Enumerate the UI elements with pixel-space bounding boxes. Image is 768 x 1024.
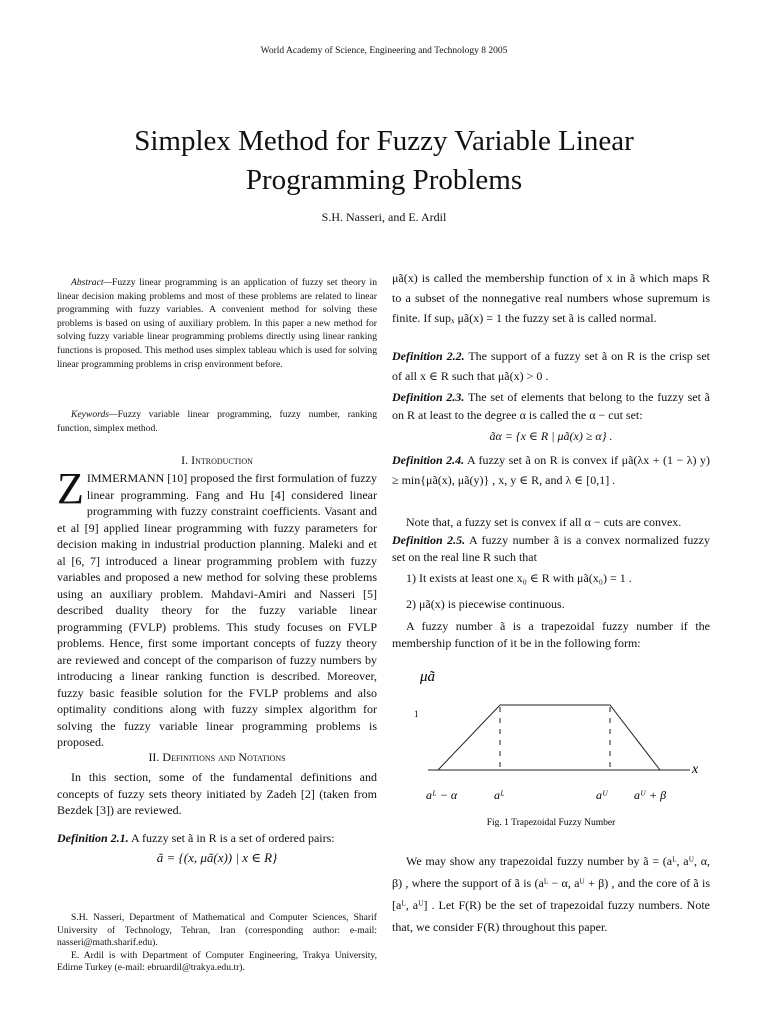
membership-paragraph: μã(x) is called the membership function of x in ã which maps R to a subset of the nonnegative real numbers whose supremum is finite. If supₓ μã(x) = 1 the fuzzy set ã is called normal. bbox=[392, 271, 710, 325]
def25-item-1: 1) It exists at least one x₀ ∈ R with μã(x₀) = 1 . bbox=[406, 571, 632, 585]
trapezoid-chart bbox=[392, 655, 710, 835]
tick-aU: aᵁ bbox=[596, 788, 608, 802]
x-axis-label: x bbox=[692, 762, 699, 777]
definition-2-3 bbox=[392, 388, 710, 424]
def25-item-2: 2) μã(x) is piecewise continuous. bbox=[406, 597, 565, 611]
definition-2-4 bbox=[392, 450, 710, 490]
def25-label: Definition 2.5. bbox=[392, 533, 466, 547]
def23-text: The set of elements that belong to the fuzzy set ã on R at least to the degree α is called the α − cut set: bbox=[392, 390, 710, 422]
def24-label: Definition 2.4. bbox=[392, 453, 465, 467]
footnotes bbox=[57, 912, 377, 975]
definition-2-1 bbox=[57, 830, 377, 847]
footnote-2: E. Ardil is with Department of Computer Engineering, Trakya University, Edirne Turkey (e-mail: ebruardil@trakya.edu.tr). bbox=[57, 949, 377, 973]
tick-aL: aᴸ bbox=[494, 788, 505, 802]
keywords-label: Keywords— bbox=[71, 409, 118, 420]
section-2-text: In this section, some of the fundamental definitions and concepts of fuzzy sets theory initiated by Zadeh [2] (taken from Bezdek [3]) are reviewed. bbox=[57, 770, 377, 817]
drop-cap: Z bbox=[57, 464, 84, 513]
authors: S.H. Nasseri, and E. Ardil bbox=[321, 210, 447, 224]
section-1-heading: I. Introduction bbox=[181, 453, 253, 467]
keywords-text: Fuzzy variable linear programming, fuzzy number, ranking function, simplex method. bbox=[57, 409, 377, 434]
title-line-2: Programming Problems bbox=[245, 164, 523, 196]
abstract-text: Fuzzy linear programming is an application of fuzzy set theory in linear decision making problems and most of these problems are related to linear programming with fuzzy variables. A convenient method for solving these problems is based on using of auxiliary problem. In this paper a new method for solving fuzzy variable linear programming problems directly using linear ranking functions is proposed. This method uses simplex tableau which is used for solving linear programming problems in crisp environment before. bbox=[57, 277, 377, 370]
y-axis-label: μã bbox=[420, 669, 436, 685]
def22-text: The support of a fuzzy set ã on R is the crisp set of all x ∈ R such that μã(x) > 0 . bbox=[392, 349, 711, 383]
definition-2-5 bbox=[392, 532, 710, 565]
section-1-text bbox=[57, 464, 377, 751]
paper-title bbox=[60, 122, 708, 200]
convexity-note: Note that, a fuzzy set is convex if all α − cuts are convex. bbox=[406, 515, 682, 529]
def23-equation: ãα = {x ∈ R | μã(x) ≥ α} . bbox=[489, 429, 613, 443]
def21-text: A fuzzy set ã in R is a set of ordered pairs: bbox=[131, 831, 335, 845]
def23-label: Definition 2.3. bbox=[392, 390, 465, 404]
y-tick-one: 1 bbox=[414, 709, 419, 719]
abstract-label: Abstract— bbox=[71, 277, 113, 288]
tick-aU-plus-beta: aᵁ + β bbox=[634, 788, 667, 802]
def22-label: Definition 2.2. bbox=[392, 349, 465, 363]
running-header: World Academy of Science, Engineering and Technology 8 2005 bbox=[260, 46, 508, 56]
title-line-1: Simplex Method for Fuzzy Variable Linear bbox=[134, 125, 634, 157]
abstract bbox=[57, 276, 377, 371]
trapezoid-notation-paragraph: We may show any trapezoidal fuzzy number by ã = (aᴸ, aᵁ, α, β) , where the support of ã is (aᴸ − α, aᵁ + β) , and the core of ã is [aᴸ, aᵁ] . Let F(R) be the set of trapezoidal fuzzy numbers. Note that, we consider F(R) throughout this paper. bbox=[392, 854, 710, 934]
footnote-1: S.H. Nasseri, Department of Mathematical and Computer Sciences, Sharif University of Technology, Tehran, Iran (corresponding author: e-mail: nasseri@math.sharif.edu). bbox=[57, 912, 377, 948]
section-2-heading: II. Definitions and Notations bbox=[148, 750, 286, 764]
intro-paragraph: [10] proposed the first formulation of fuzzy linear programming. Fang and Hu [4] considered linear programming with fuzzy constraint coefficients. Vasant and et al [9] applied linear programming with fuzzy parameters for decision making in industrial production planning. Maleki and et al [6, 7] introduced a linear programming problem with fuzzy variables and proposed a new method for solving these problems using an auxiliary problem. Mahdavi-Amiri and Nasseri [5] described duality theory for the fuzzy variable linear programming (FVLP) problems. This study focuses on FVLP problems. Hence, first some important concepts of fuzzy theory are reviewed and concept of the comparison of fuzzy numbers by introducing a linear ranking function is described. Moreover, fuzzy basic feasible solution for the FVLP problems and also optimality conditions along with fuzzy simplex algorithm for solving the fuzzy variable linear programming problems is proposed. bbox=[57, 471, 377, 749]
def21-label: Definition 2.1. bbox=[57, 831, 129, 845]
lead-word: IMMERMANN bbox=[86, 471, 165, 485]
keywords bbox=[57, 408, 377, 435]
trapezoid-figure bbox=[392, 655, 710, 835]
tick-aL-minus-alpha: aᴸ − α bbox=[426, 788, 458, 802]
trapezoid-shape bbox=[438, 705, 660, 770]
def21-equation: ã = {(x, μã(x)) | x ∈ R} bbox=[156, 850, 278, 865]
def24-text: A fuzzy set ã on R is convex if μã(λx + (1 − λ) y) ≥ min{μã(x), μã(y)} , x, y ∈ R, and λ ∈ [0,1] . bbox=[392, 453, 711, 487]
figure-caption: Fig. 1 Trapezoidal Fuzzy Number bbox=[486, 818, 616, 828]
trapezoid-paragraph: A fuzzy number ã is a trapezoidal fuzzy number if the membership function of it be in the following form: bbox=[392, 619, 710, 650]
def25-text: A fuzzy number ã is a convex normalized fuzzy set on the real line R such that bbox=[392, 533, 710, 564]
definition-2-2 bbox=[392, 346, 710, 386]
